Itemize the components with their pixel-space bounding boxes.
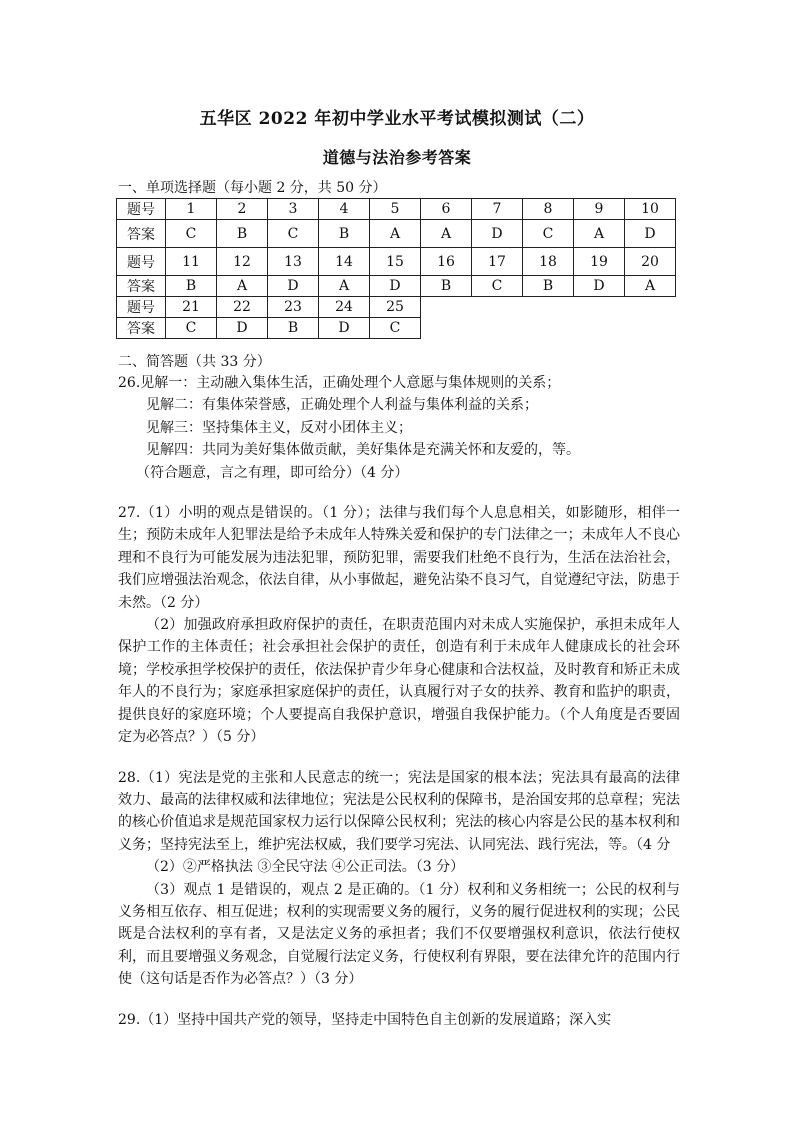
answer-cell: D	[370, 276, 421, 297]
answer-cell: C	[523, 220, 574, 248]
question-number: 8	[523, 199, 574, 220]
question-number: 22	[217, 297, 268, 318]
row-label: 答案	[117, 220, 166, 248]
question-number: 3	[268, 199, 319, 220]
table-row	[117, 248, 676, 276]
table-row	[117, 297, 676, 318]
answer-27-part1: 27.（1）小明的观点是错误的。（1 分）；法律与我们每个人息息相关，如影随形，相伴一生；预防未成年人犯罪法是给予未成年人特殊关爱和保护的专门法律之一；未成年人不良心理和不良行为可能发展为违法犯罪，预防犯罪，需要我们杜绝不良行为，生活在法治社会，我们应增强法治观念，依法自律，从小事做起，避免沾染不良习气，自觉遵纪守法，防患于未然。（2 分）	[118, 505, 680, 611]
question-number: 7	[472, 199, 523, 220]
answer-cell: B	[217, 220, 268, 248]
answer-cell: C	[370, 318, 421, 339]
answer-cell: A	[217, 276, 268, 297]
answer-26-line: 见解三：坚持集体主义，反对小团体主义；	[146, 419, 412, 436]
row-label: 题号	[117, 199, 166, 220]
answer-28-part3: （3）观点 1 是错误的，观点 2 是正确的。（1 分）权利和义务相统一；公民的权利与义务相互依存、相互促进；权利的实现需要义务的履行，义务的履行促进权利的实现；公民既是合法权利的享有者，又是法定义务的承担者；我们不仅要增强权利意识，依法行使权利，而且要增强义务观念，自觉履行法定义务，行使权利有界限，要在法律允许的范围内行使（这句话是否作为必答点？）（3 分）	[118, 881, 680, 988]
table-blank	[421, 318, 676, 339]
answer-28	[118, 767, 680, 991]
table-row	[117, 318, 676, 339]
question-number: 17	[472, 248, 523, 276]
content	[118, 178, 680, 1031]
table-row	[117, 199, 676, 220]
answer-cell: D	[472, 220, 523, 248]
question-number: 10	[625, 199, 676, 220]
answer-26-line: （符合题意，言之有理，即可给分）（4 分）	[136, 464, 409, 481]
answer-cell: B	[319, 220, 370, 248]
answer-28-part1: 28.（1）宪法是党的主张和人民意志的统一；宪法是国家的根本法；宪法具有最高的法律效力、最高的法律权威和法律地位；宪法是公民权利的保障书，是治国安邦的总章程；宪法的核心价值追求是规范国家权力运行以保障公民权利；宪法的核心内容是公民的基本权利和义务；坚持宪法至上，维护宪法权威，我们要学习宪法、认同宪法、践行宪法，等。（4 分	[118, 769, 680, 853]
answer-cell: D	[217, 318, 268, 339]
row-label: 答案	[117, 276, 166, 297]
answer-29-part1: 29.（1）坚持中国共产党的领导，坚持走中国特色自主创新的发展道路；深入实	[118, 1011, 612, 1028]
answer-cell: D	[268, 276, 319, 297]
question-number: 11	[166, 248, 217, 276]
answer-cell: C	[166, 318, 217, 339]
table-row	[117, 276, 676, 297]
question-number: 25	[370, 297, 421, 318]
question-number: 9	[574, 199, 625, 220]
answer-cell: D	[319, 318, 370, 339]
question-number: 6	[421, 199, 472, 220]
question-number: 15	[370, 248, 421, 276]
section2-heading: 二、简答题（共 33 分）	[118, 354, 271, 370]
question-number: 19	[574, 248, 625, 276]
answer-cell: A	[319, 276, 370, 297]
question-number: 23	[268, 297, 319, 318]
question-number: 2	[217, 199, 268, 220]
answer-27	[118, 502, 680, 748]
answer-cell: A	[625, 276, 676, 297]
answer-cell: A	[370, 220, 421, 248]
question-number: 20	[625, 248, 676, 276]
row-label: 题号	[117, 297, 166, 318]
answer-cell: B	[421, 276, 472, 297]
answer-cell: D	[574, 276, 625, 297]
answer-table	[116, 198, 676, 339]
question-number: 5	[370, 199, 421, 220]
question-number: 21	[166, 297, 217, 318]
row-label: 题号	[117, 248, 166, 276]
answer-cell: A	[421, 220, 472, 248]
table-row	[117, 220, 676, 248]
question-number: 13	[268, 248, 319, 276]
table-blank	[421, 297, 676, 318]
answer-cell: C	[268, 220, 319, 248]
answer-cell: B	[268, 318, 319, 339]
question-number: 18	[523, 248, 574, 276]
answer-26	[118, 372, 680, 484]
answer-26-line: 见解二：有集体荣誉感，正确处理个人利益与集体利益的关系；	[146, 397, 538, 414]
section1-heading: 一、单项选择题（每小题 2 分，共 50 分）	[118, 180, 387, 196]
answer-26-line: 见解四：共同为美好集体做贡献，美好集体是充满关怀和友爱的，等。	[146, 442, 580, 459]
answer-cell: D	[625, 220, 676, 248]
answer-29	[118, 1009, 680, 1031]
question-number: 24	[319, 297, 370, 318]
page-title: 五华区 2022 年初中学业水平考试模拟测试（二）	[199, 109, 595, 129]
question-number: 14	[319, 248, 370, 276]
answer-cell: B	[166, 276, 217, 297]
question-number: 16	[421, 248, 472, 276]
answer-cell: B	[523, 276, 574, 297]
question-number: 4	[319, 199, 370, 220]
answer-28-part2: （2）②严格执法 ③全民守法 ④公正司法。（3 分）	[146, 859, 465, 876]
row-label: 答案	[117, 318, 166, 339]
answer-cell: C	[166, 220, 217, 248]
question-number: 12	[217, 248, 268, 276]
page-subtitle: 道德与法治参考答案	[322, 148, 472, 167]
answer-cell: A	[574, 220, 625, 248]
answer-26-line: 26.见解一：主动融入集体生活，正确处理个人意愿与集体规则的关系；	[118, 375, 561, 391]
answer-27-part2: （2）加强政府承担政府保护的责任，在职责范围内对未成人实施保护，承担未成年人保护工作的主体责任；社会承担社会保护的责任，创造有利于未成年人健康成长的社会环境；学校承担学校保护的责任，依法保护青少年身心健康和合法权益，及时教育和矫正未成年人的不良行为；家庭承担家庭保护的责任，认真履行对子女的扶养、教育和监护的职责，提供良好的家庭环境；个人要提高自我保护意识，增强自我保护能力。（个人角度是否要固定为必答点？）（5 分）	[118, 617, 680, 746]
question-number: 1	[166, 199, 217, 220]
answer-cell: C	[472, 276, 523, 297]
